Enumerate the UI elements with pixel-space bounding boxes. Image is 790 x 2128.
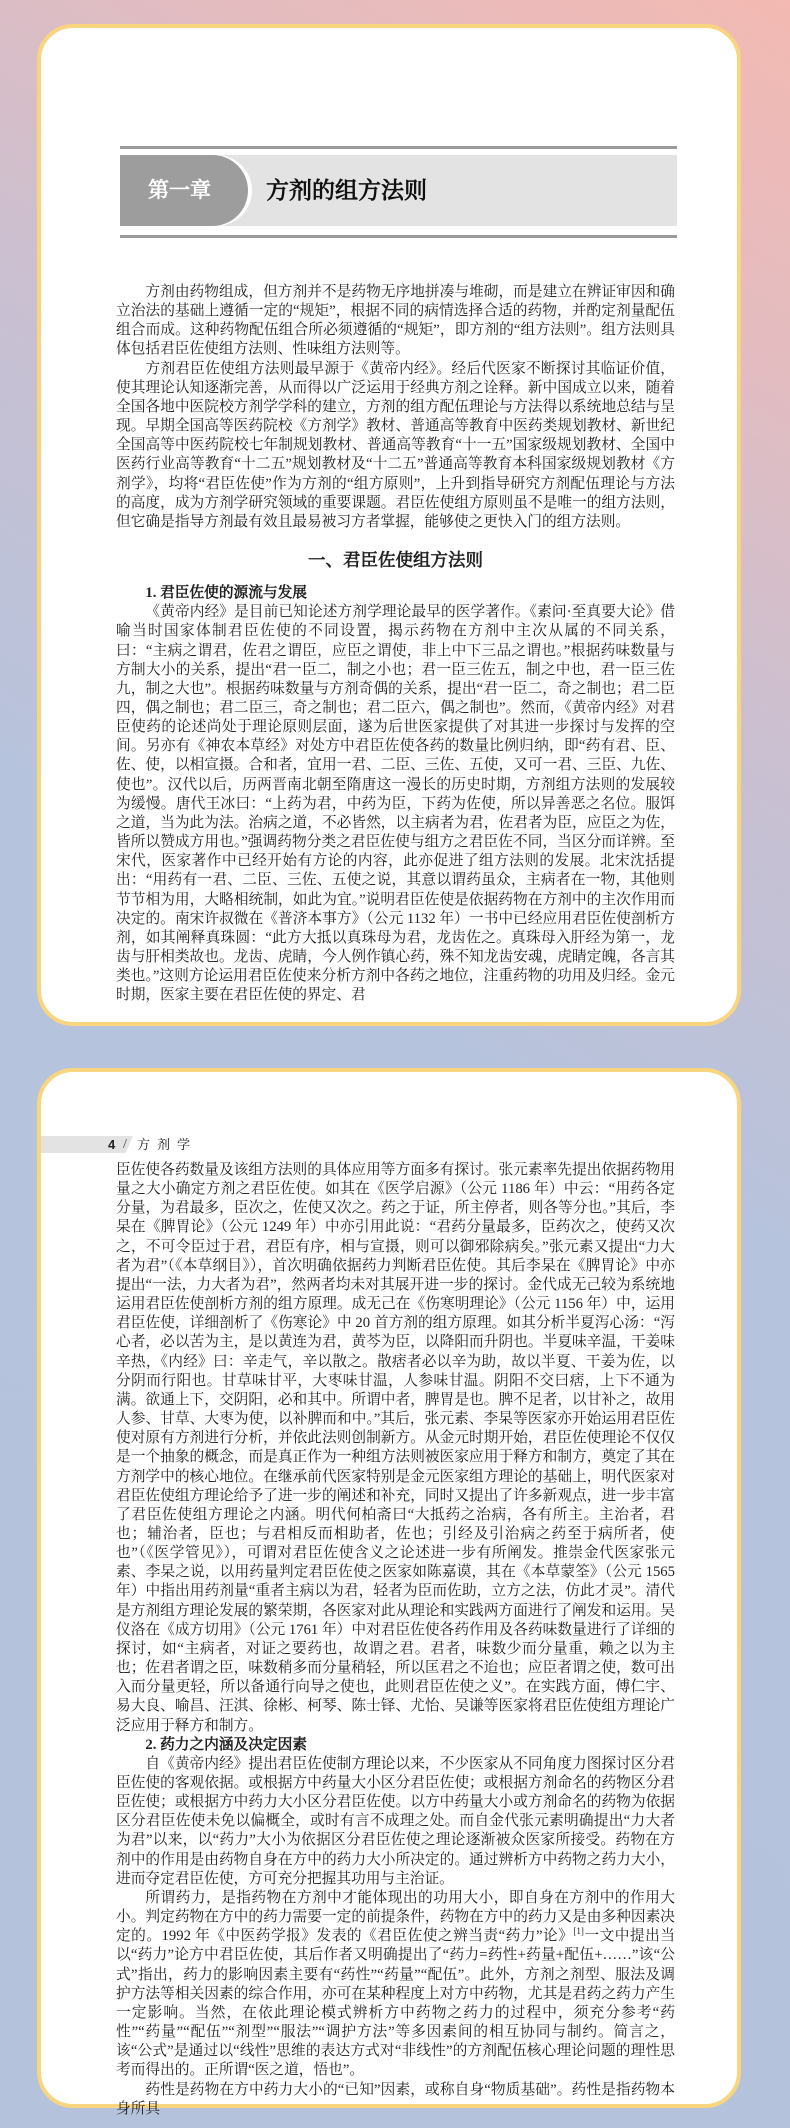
subheading: 2. 药力之内涵及决定因素: [145, 1736, 307, 1753]
chapter-title: 方剂的组方法则: [266, 178, 427, 203]
running-header-bar: [41, 1136, 133, 1153]
book-page-1: [37, 24, 741, 1026]
section-heading: 一、君臣佐使组方法则: [308, 550, 483, 571]
subheading: 1. 君臣佐使的源流与发展: [145, 585, 307, 602]
paragraph-text: 所谓药力，是指药物在方剂中才能体现出的功用大小，即自身在方剂中的作用大小。判定药物在方中的药力需要一定的前提条件，药物在方中的药力又是由多种因素决定的。1992 年《中医药学报》发表的《君臣佐使之辨当责“药力”论》: [116, 1889, 675, 1945]
body-paragraph: 自《黄帝内经》提出君臣佐使制方理论以来，不少医家从不同角度力图探讨区分君臣佐使的客观依据。或根据方中药量大小区分君臣佐使；或根据方剂命名的药物区分君臣佐使；或根据方中药力大小区分君臣佐使。以方中药量大小或方剂命名的药物为依据区分君臣佐使未免以偏概全，或时有言不成理之处。而自金代张元素明确提出“力大者为君”以来，以“药力”大小为依据区分君臣佐使之理论逐渐被众医家所接受。药物在方剂中的作用是由药物自身在方中的药力大小所决定的。通过辨析方中药物之药力大小，进而夺定君臣佐使，方可充分把握其功用与主治证。: [116, 1755, 675, 1887]
running-title: 方剂学: [137, 1137, 198, 1152]
running-header: [41, 1136, 341, 1153]
page-1-body: [116, 283, 675, 1005]
page-number: 4: [108, 1137, 116, 1152]
body-paragraph: [116, 1889, 675, 2081]
chapter-bottom-rule: [120, 235, 677, 238]
intro-paragraph: 方剂君臣佐使组方法则最早源于《黄帝内经》。经后代医家不断探讨其临证价值，使其理论认知逐渐完善，从而得以广泛运用于经典方剂之诠释。新中国成立以来，随着全国各地中医院校方剂学学科的建立，方剂的组方配伍理论与方法得以系统地总结与呈现。早期全国高等医药院校《方剂学》教材、普通高等教育中医药类规划教材、新世纪全国高等中医药院校七年制规划教材、普通高等教育“十一五”国家级规划教材、全国中医药行业高等教育“十二五”规划教材及“十二五”普通高等教育本科国家级规划教材《方剂学》，均将“君臣佐使”作为方剂的“组方原则”，上升到指导研究方剂配伍理论与方法的高度，成为方剂学研究领域的重要课题。君臣佐使组方原则虽不是唯一的组方法则，但它确是指导方剂最有效且最易被习方者掌握，能够使之更快入门的组方法则。: [116, 360, 675, 530]
intro-paragraph: 方剂由药物组成，但方剂并不是药物无序地拼凑与堆砌，而是建立在辨证审因和确立治法的基础上遵循一定的“规矩”，根据不同的病情选择合适的药物，并酌定剂量配伍组合而成。这种药物配伍组合所必须遵循的“规矩”，即方剂的“组方法则”。组方法则具体包括君臣佐使组方法则、性味组方法则等。: [116, 284, 675, 358]
slash-divider-icon: /: [123, 1137, 127, 1152]
body-paragraph: 《黄帝内经》是目前已知论述方剂学理论最早的医学著作。《素问·至真要大论》借喻当时国家体制君臣佐使的不同设置，揭示药物在方剂中主次从属的不同关系，曰：“主病之谓君，佐君之谓臣，应臣之谓使，非上中下三品之谓也。”根据药味数量与方制大小的关系，提出“君一臣二，制之小也；君一臣三佐五，制之中也，君一臣三佐九，制之大也”。根据药味数量与方剂奇偶的关系，提出“君一臣二，奇之制也；君二臣四，偶之制也；君二臣三，奇之制也；君二臣六，偶之制也”。然而，《黄帝内经》对君臣使药的论述尚处于理论原则层面，遂为后世医家提供了对其进一步探讨与发挥的空间。另亦有《神农本草经》对处方中君臣佐使各药的数量比例归纳，即“药有君、臣、佐、使，以相宣摄。合和者，宜用一君、二臣、三佐、五使，又可一君、三臣、九佐、使也”。汉代以后，历两晋南北朝至隋唐这一漫长的历史时期，方剂组方法则的发展较为缓慢。唐代王冰曰：“上药为君，中药为臣，下药为佐使，所以异善恶之名位。服饵之道，当为此为法。治病之道，不必皆然，以主病者为君，佐君者为臣，应臣之为佐，皆所以赞成方用也。”强调药物分类之君臣佐使与组方之君臣佐不同，当区分而详辨。至宋代，医家著作中已经开始有方论的内容，此亦促进了组方法则的发展。北宋沈括提出：“用药有一君、二臣、三佐、五使之说，其意以谓药虽众，主病者在一物，其他则节节相为用，大略相统制，如此为宜。”说明君臣佐使是依据药物在方剂中的主次作用而决定的。南宋许叔微在《普济本事方》（公元 1132 年）一书中已经应用君臣佐使剖析方剂，如其阐释真珠圆：“此方大抵以真珠母为君，龙齿佐之。真珠母入肝经为第一，龙齿与肝相类故也。龙齿、虎睛，今人例作镇心药，殊不知龙齿安魂，虎睛定魄，各言其类也。”这则方论运用君臣佐使来分析方剂中各药之地位，注重药物的功用及归经。金元时期，医家主要在君臣佐使的界定、君: [116, 604, 675, 1004]
continued-paragraph: 臣佐使各药数量及该组方法则的具体应用等方面多有探讨。张元素率先提出依据药物用量之大小确定方剂之君臣佐使。如其在《医学启源》（公元 1186 年）中云：“用药各定分量，为君最多，臣次之，佐使又次之。药之于证，所主停者，则各等分也。”其后，李杲在《脾胃论》（公元 1249 年）中亦引用此说：“君药分量最多，臣药次之，使药又次之，不可令臣过于君，君臣有序，相与宣摄，则可以御邪除病矣。”张元素又提出“力大者为君”（《本草纲目》），首次明确依据药力判断君臣佐使。其后李杲在《脾胃论》中亦提出“一法，力大者为君”，然两者均未对其展开进一步的探讨。金代成无己较为系统地运用君臣佐使剖析方剂的组方原理。成无己在《伤寒明理论》（公元 1156 年）中，运用君臣佐使，详细剖析了《伤寒论》中 20 首方剂的组方原理。如其分析半夏泻心汤：“泻心者，必以苦为主，是以黄连为君，黄芩为臣，以降阳而升阴也。半夏味辛温，干姜味辛热，《内经》曰：辛走气，辛以散之。散痞者必以辛为助，故以半夏、干姜为佐，以分阴而行阳也。甘草味甘平，大枣味甘温，人参味甘温。阴阳不交曰痞，上下不通为满。欲通上下，交阴阳，必和其中。所谓中者，脾胃是也。脾不足者，以甘补之，故用人参、甘草、大枣为使，以补脾而和中。”其后，张元素、李杲等医家亦开始运用君臣佐使对原有方剂进行分析，并依此法则创制新方。从金元时期开始，君臣佐使理论不仅仅是一个抽象的概念，而是真正作为一种组方法则被医家应用于释方和制方，奠定了其在方剂学中的核心地位。在继承前代医家特别是金元医家组方理论的基础上，明代医家对君臣佐使组方理论给予了进一步的阐述和补充，同时又提出了许多新观点，进一步丰富了君臣佐使组方理论之内涵。明代何柏斋曰“大抵药之治病，各有所主。主治者，君也；辅治者，臣也；与君相反而相助者，佐也；引经及引治病之药至于病所者，使也”（《医学管见》），可谓对君臣佐使含义之论述进一步有所阐发。推崇金代医家张元素、李杲之说，以用药量判定君臣佐使之医家如陈嘉谟，其在《本草蒙筌》（公元 1565 年）中指出用药剂量“重者主病以为君，轻者为臣而佐助，立方之法，仿此才灵”。清代是方剂组方理论发展的繁荣期，各医家对此从理论和实践两方面进行了阐发和运用。吴仪洛在《成方切用》（公元 1761 年）中对君臣佐使各药作用及各药味数量进行了详细的探讨，如“主病者，对证之要药也，故谓之君。君者，味数少而分量重，赖之以为主也；佐君者谓之臣，味数稍多而分量稍轻，所以匡君之不迨也；应臣者谓之使，数可出入而分量更轻，所以备通行向导之使也，此则君臣佐使之义”。在实践方面，傅仁宇、易大良、喻昌、汪淇、徐彬、柯琴、陈士铎、尤怡、吴谦等医家将君臣佐使组方理论广泛应用于释方和制方。: [116, 1162, 675, 1734]
chapter-top-rule: [120, 146, 677, 149]
page-2-body: [116, 1161, 675, 2119]
paragraph-text: 一文中提出当以“药力”论方中君臣佐使，其后作者又明确提出了“药力=药性+药量+配伍+……”该“公式”指出，药力的影响因素主要有“药性”“药量”“配伍”。此外，方剂之剂型、服法及调护方法等相关因素的综合作用，亦可在某种程度上对方中药物，尤其是君药之药力产生一定影响。当然，在依此理论模式辨析方中药物之药力的过程中，须充分参考“药性”“药量”“配伍”“剂型”“服法”“调护方法”等多因素间的相互协同与制约。简言之，该“公式”是通过以“线性”思维的表达方式对“非线性”的方剂配伍核心理论问题的理性思考而得出的。正所谓“医之道，悟也”。: [116, 1928, 675, 2079]
chapter-label: 第一章: [120, 155, 248, 226]
chapter-header: [120, 155, 677, 226]
citation-ref[interactable]: [1]: [573, 1926, 584, 1937]
body-paragraph: 药性是药物在方中药力大小的“已知”因素，或称自身“物质基础”。药性是指药物本身所具: [116, 2081, 675, 2117]
book-page-2: [37, 1068, 741, 2117]
